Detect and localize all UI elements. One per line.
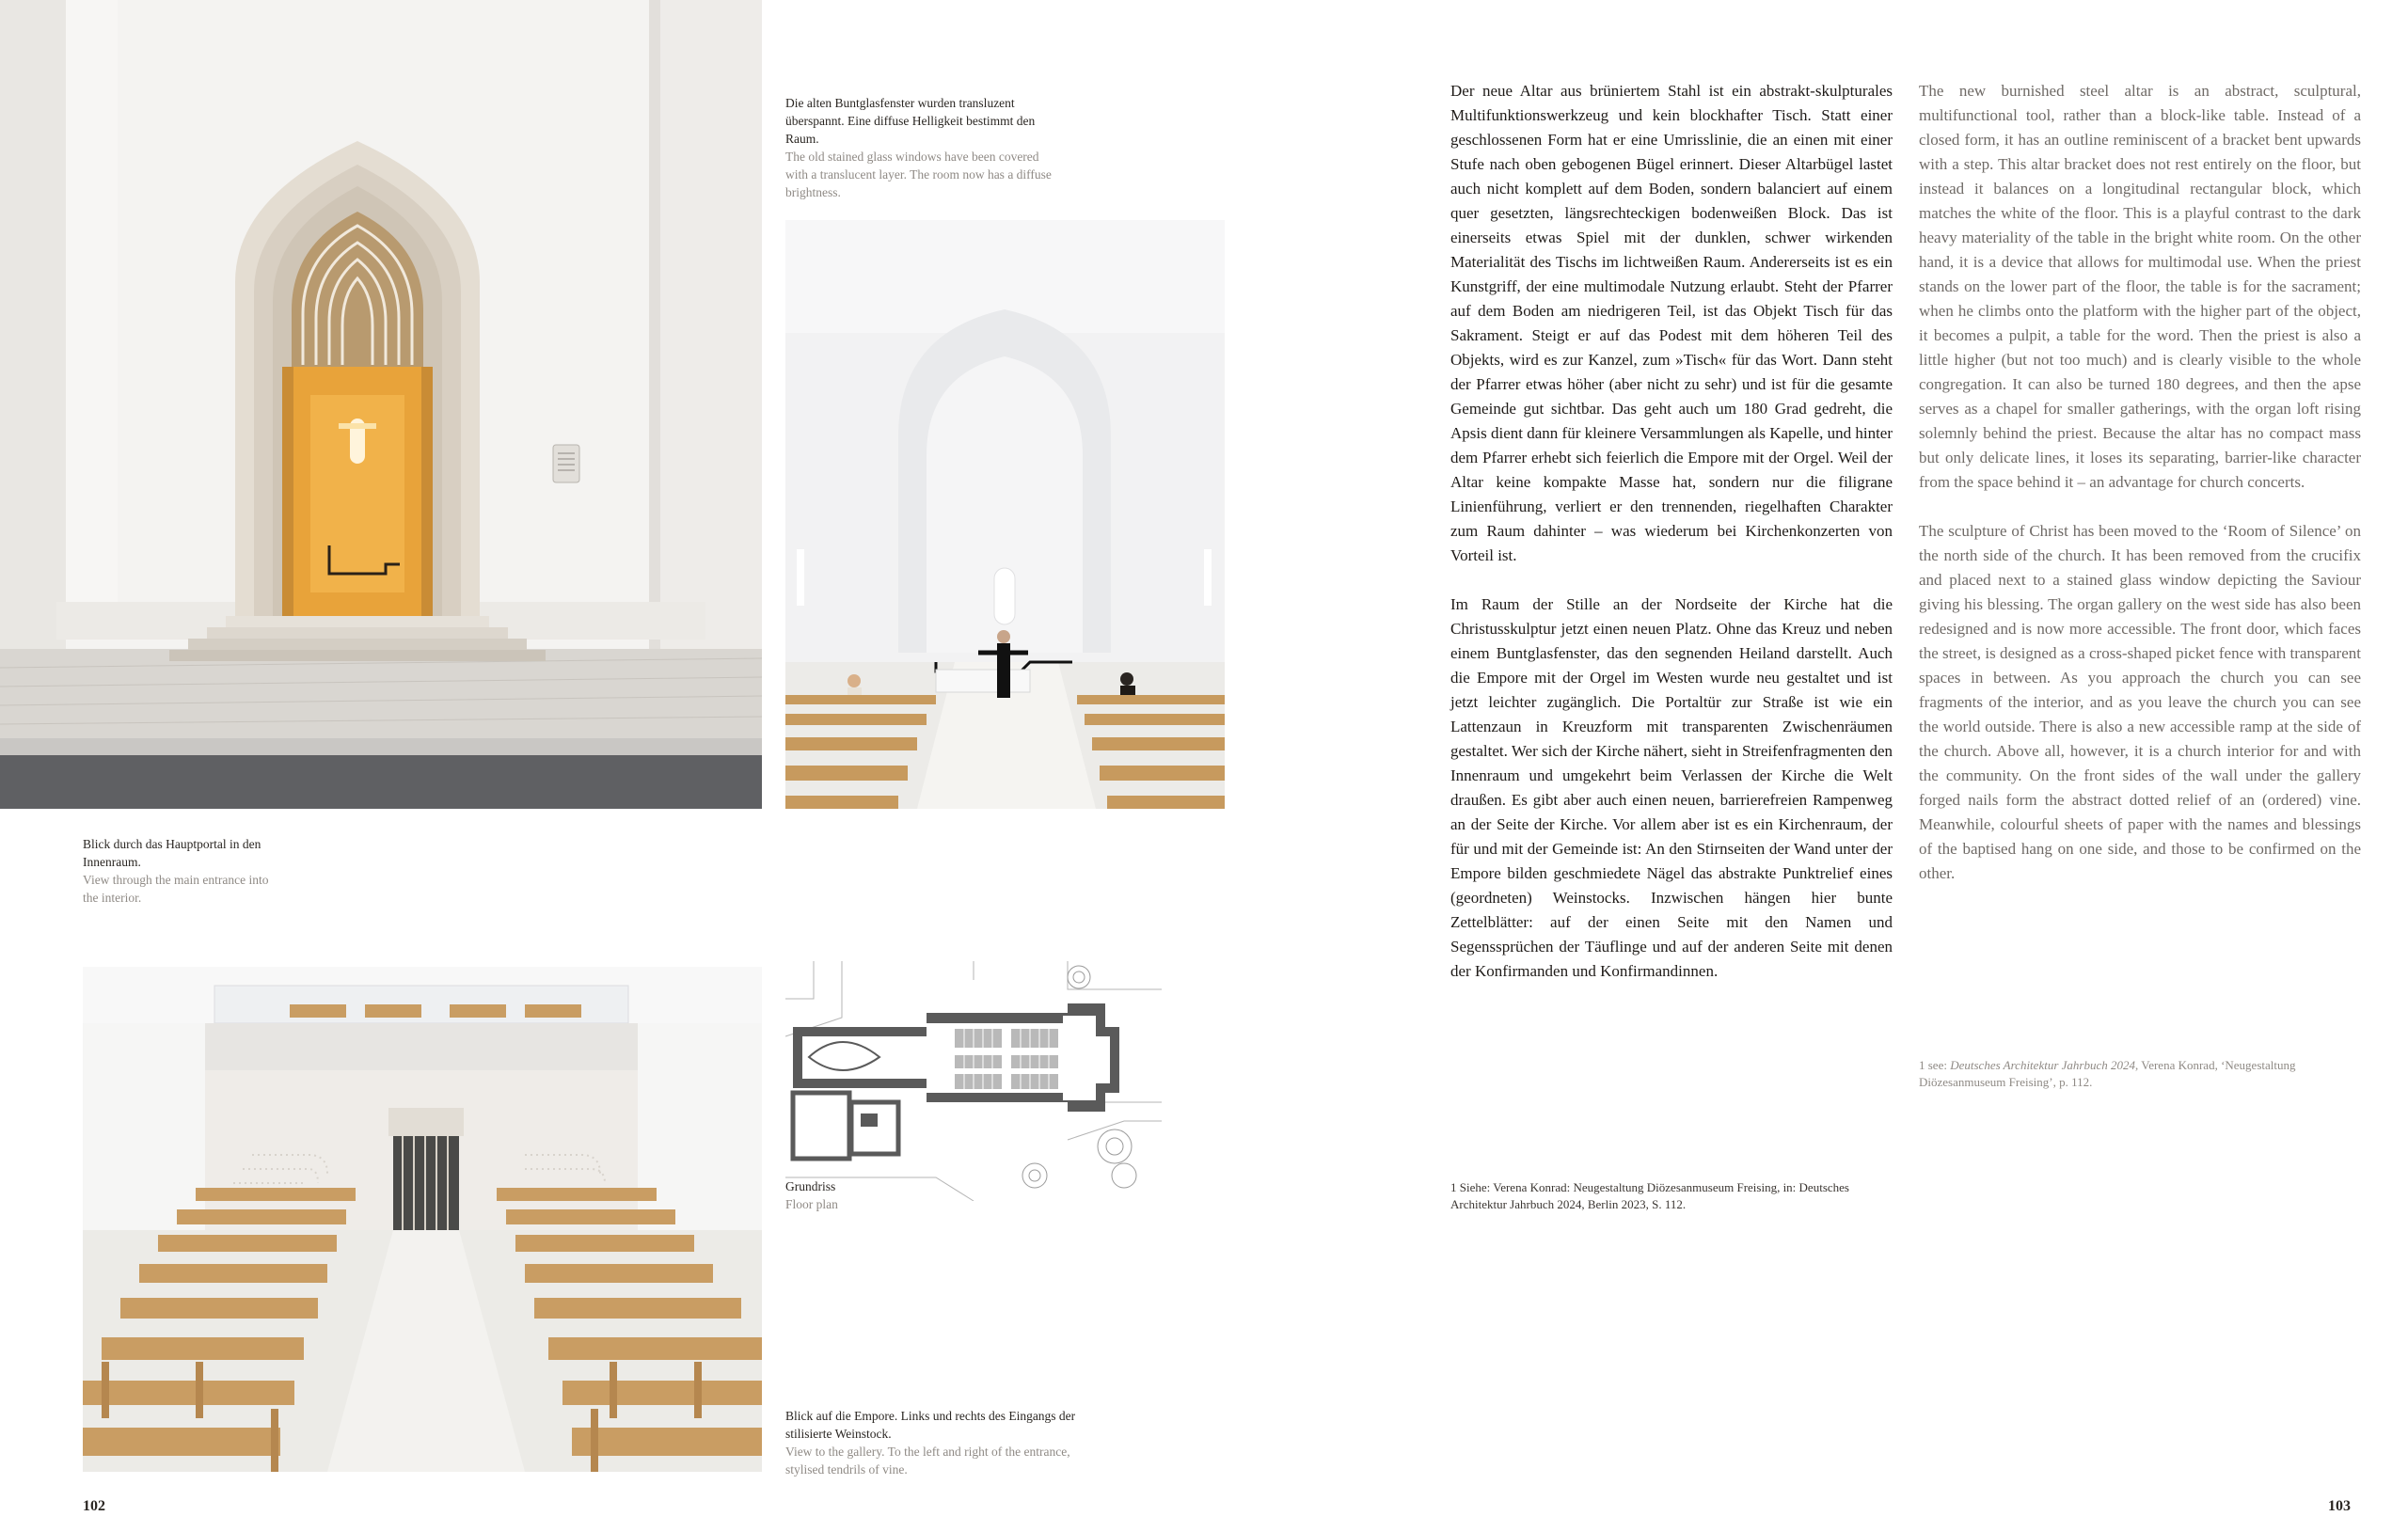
caption-stained-glass-de: Die alten Buntglasfenster wurden transluzent überspannt. Eine diffuse Helligkeit bestimmt den Raum. xyxy=(785,96,1036,146)
text-column-german xyxy=(1450,79,1893,1008)
caption-floor-plan xyxy=(785,1177,917,1213)
photo-nave-altar xyxy=(785,220,1225,809)
caption-main-portal-en: View through the main entrance into the interior. xyxy=(83,873,269,905)
german-paragraph-1: Der neue Altar aus brüniertem Stahl ist ein abstrakt-skulpturales Multifunktionswerkzeug und kein blockhafter Tisch. Statt einer geschlossenen Form hat er eine Umrisslinie, die an einen mit einer Stufe nach oben gebogenen Bügel erinnert. Dieser Altarbügel lastet auch nicht komplett auf dem Boden, sondern balanciert auf einem quer gesetzten, längsrechteckigen bodenweißen Block. Das ist einerseits etwas Spiel mit der dunklen, schwer wirkenden Materialität des Tischs im lichtweißen Raum. Andererseits ist es ein Kunstgriff, der eine multimodale Nutzung erlaubt. Steht der Pfarrer auf dem Boden am niedrigeren Teil, ist das Objekt Tisch für das Sakrament. Steigt er auf das Podest mit dem höheren Teil des Objekts, wird es zur Kanzel, zum »Tisch« für das Wort. Dann steht der Pfarrer etwas höher (aber nicht zu sehr) und ist für die gesamte Gemeinde gut sichtbar. Das geht auch um 180 Grad gedreht, die Apsis dient dann für kleinere Versammlungen als Kapelle, und hinter dem Pfarrer erhebt sich feierlich die Empore mit der Orgel. Weil der Altar keine kompakte Masse hat, sondern nur die filigrane Linienführung, verliert er den trennenden, riegelhaften Charakter zum Raum dahinter – was wiederum bei Kirchenkonzerten von Vorteil ist. xyxy=(1450,82,1893,564)
photo-gallery-view xyxy=(83,967,762,1472)
page-number-right: 103 xyxy=(2328,1498,2351,1514)
footnote-english-title: Deutsches Architektur Jahrbuch 2024 xyxy=(1950,1058,2135,1072)
photo-main-portal xyxy=(0,0,762,809)
caption-gallery-de: Blick auf die Empore. Links und rechts des Eingangs der stilisierte Weinstock. xyxy=(785,1409,1076,1441)
page-number-left: 102 xyxy=(83,1498,105,1514)
german-paragraph-2: Im Raum der Stille an der Nordseite der Kirche hat die Christusskulptur jetzt einen neuen Platz. Ohne das Kreuz und neben einem Buntglasfenster, das den segnenden Heiland darstellt. Auch die Empore mit der Orgel im Westen wurde neu gestaltet und ist jetzt leichter zugänglich. Die Portaltür zur Straße ist wie ein Lattenzaun in Kreuzform mit transparenten Zwischenräumen gestaltet. Wer sich der Kirche nähert, sieht in Streifenfragmenten den Innenraum und umgekehrt beim Verlassen der Kirche die Welt draußen. Es gibt aber auch einen neuen, barrierefreien Rampenweg an der Seite der Kirche. Vor allem aber ist es ein Kirchenraum, der für und mit der Gemeinde ist: An den Stirnseiten der Wand unter der Empore bilden geschmiedete Nägel das abstrakte Punktrelief eines (geordneten) Weinstocks. Inzwischen hängen hier bunte Zettelblätter: auf der einen Seite mit den Namen und Segenssprüchen der Täuflinge und auf der anderen Seite mit denen der Konfirmanden und Konfirmandinnen. xyxy=(1450,595,1893,980)
caption-gallery xyxy=(785,1407,1077,1478)
caption-main-portal xyxy=(83,835,280,907)
text-column-english xyxy=(1919,79,2361,910)
english-paragraph-1: The new burnished steel altar is an abstract, sculptural, multifunctional tool, rather than a block-like table. Instead of a closed form, it has an outline reminiscent of a bracket bent upwards with a step. This altar bracket does not rest entirely on the floor, but instead it balances on a longitudinal rectangular block, which matches the white of the floor. This is a playful contrast to the dark heavy materiality of the table in the bright white room. On the other hand, it is a device that allows for multimodal use. When the priest stands on the lower part of the floor, the table is for the sacrament; when he climbs onto the platform with the higher part of the object, it becomes a pulpit, a table for the word. Then the priest is also a little higher (but not too much) and is clearly visible to the whole congregation. It can also be turned 180 degrees, and then the apse serves as a chapel for smaller gatherings, with the organ loft rising solemnly behind the priest. Because the altar has no compact mass but only delicate lines, it loses its separating, barrier-like character from the space behind it – an advantage for church concerts. xyxy=(1919,82,2361,491)
footnote-english xyxy=(1919,1057,2314,1091)
caption-floor-plan-en: Floor plan xyxy=(785,1197,838,1211)
footnote-german: 1 Siehe: Verena Konrad: Neugestaltung Diözesanmuseum Freising, in: Deutsches Architektur Jahrbuch 2024, Berlin 2023, S. 112. xyxy=(1450,1180,1849,1211)
caption-floor-plan-de: Grundriss xyxy=(785,1179,836,1193)
caption-main-portal-de: Blick durch das Hauptportal in den Innenraum. xyxy=(83,837,261,869)
footnote-english-prefix: 1 see: xyxy=(1919,1058,1951,1072)
footnote-english-rest: , Verena Konrad, ‘Neugestaltung Diözesanmuseum Freising’, p. 112. xyxy=(1919,1058,2296,1089)
english-paragraph-2: The sculpture of Christ has been moved to the ‘Room of Silence’ on the north side of the church. It has been removed from the crucifix and placed next to a stained glass window depicting the Saviour giving his blessing. The organ gallery on the west side has also been redesigned and is now more accessible. The front door, which faces the street, is designed as a cross-shaped picket fence with transparent spaces in between. As you approach the church you can see fragments of the interior, and as you leave the church you can see the world outside. There is also a new accessible ramp at the side of the church. Above all, however, it is a church interior for and with the community. On the front sides of the wall under the gallery forged nails form the abstract dotted relief of an (ordered) vine. Meanwhile, colourful sheets of paper with the names and blessings of the baptised hang on one side, and those to be confirmed on the other. xyxy=(1919,522,2361,882)
floor-plan-drawing xyxy=(785,961,1162,1201)
caption-gallery-en: View to the gallery. To the left and right of the entrance, stylised tendrils of vine. xyxy=(785,1445,1070,1477)
caption-stained-glass-en: The old stained glass windows have been covered with a translucent layer. The room now has a diffuse brightness. xyxy=(785,150,1052,199)
caption-stained-glass xyxy=(785,94,1058,201)
